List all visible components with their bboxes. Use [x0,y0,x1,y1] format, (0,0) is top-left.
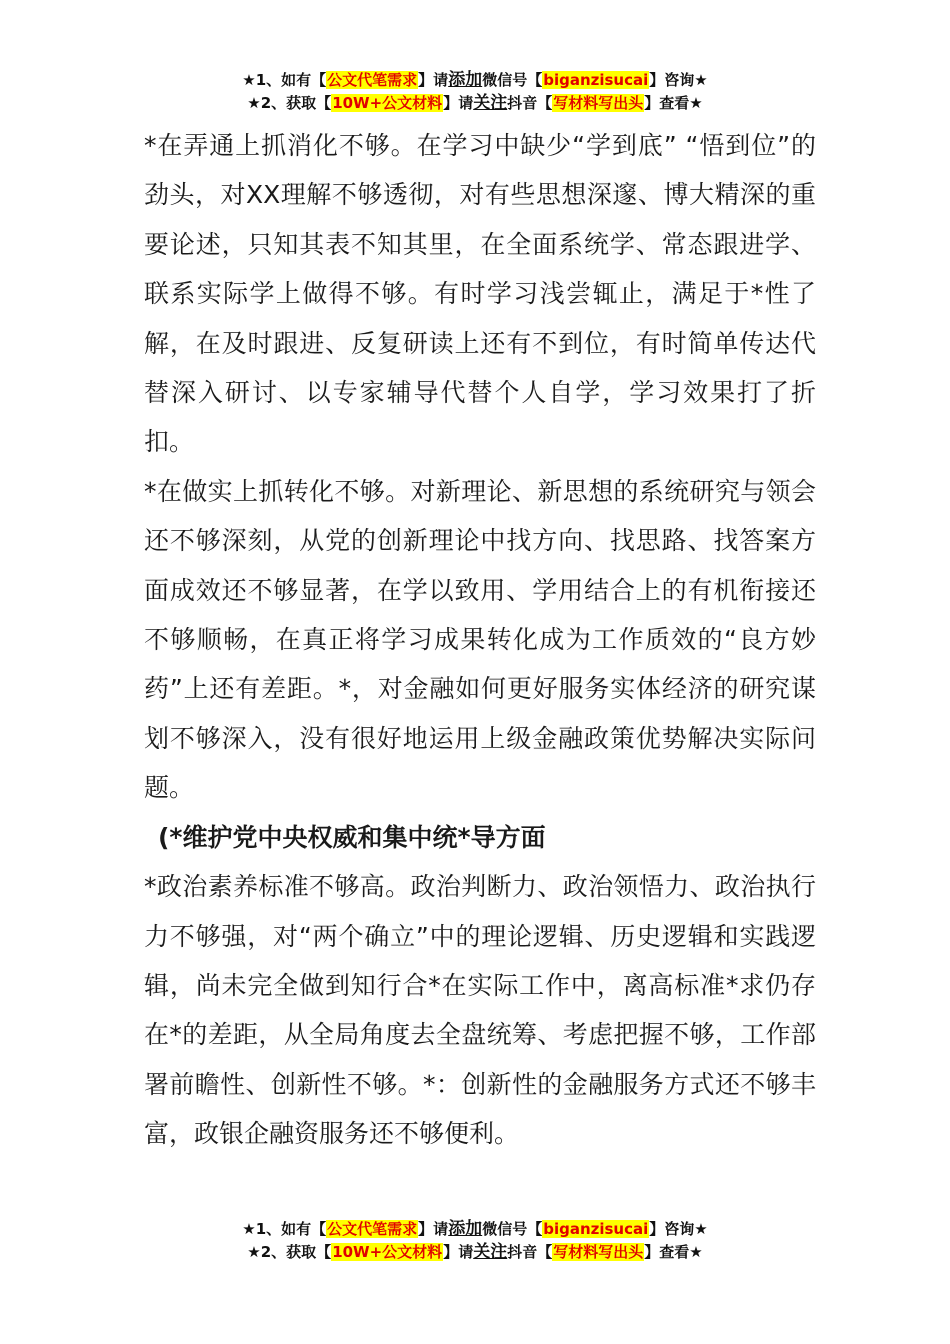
section-heading: (*维护党中央权威和集中统*导方面 [158,822,546,852]
header-banner [0,69,950,115]
body-paragraph: *在做实上抓转化不够。对新理论、新思想的系统研究与领会还不够深刻，从党的创新理论中找方向、找思路、找答案方面成效还不够显著，在学以致用、学用结合上的有机衔接还不够顺畅，在真正将学习成果转化成为工作质效的“良方妙药”上还有差距。*，对金融如何更好服务实体经济的研究谋划不够深入，没有很好地运用上级金融政策优势解决实际问题。 [144,476,816,803]
banner-text: ★1、如有【 [242,71,327,89]
emphasis-text: 添加 [448,1219,483,1239]
footer-banner [0,1218,950,1264]
body-paragraph: *在弄通上抓消化不够。在学习中缺少“学到底” “悟到位”的劲头，对XX理解不够透彻，对有些思想深邃、博大精深的重要论述，只知其表不知其里，在全面系统学、常态跟进学、联系实际学上做得不够。有时学习浅尝辄止，满足于*性了解，在及时跟进、反复研读上还有不到位，有时简单传达代替深入研讨、以专家辅导代替个人自学，学习效果打了折扣。 [144,131,816,457]
banner-text: 】查看★ [644,1243,703,1261]
highlight-text: 公文代笔需求 [327,1220,418,1238]
emphasis-text: 关注 [473,1242,508,1262]
banner-text: 抖音【 [507,94,553,112]
highlight-text: 10W+公文材料 [332,94,443,112]
body-paragraph: *政治素养标准不够高。政治判断力、政治领悟力、政治执行力不够强，对“两个确立”中的理论逻辑、历史逻辑和实践逻辑，尚未完全做到知行合*在实际工作中，离高标准*求仍存在*的差距，从全局角度去全盘统筹、考虑把握不够，工作部署前瞻性、创新性不够。*：创新性的金融服务方式还不够丰富，政银企融资服务还不够便利。 [144,872,816,1149]
banner-text: ★2、获取【 [247,94,332,112]
douyin-account: 写材料写出头 [553,1243,644,1261]
banner-text: 微信号【 [482,71,543,89]
footer-banner-line-1 [0,1218,950,1241]
banner-text: 】查看★ [644,94,703,112]
document-body [144,121,816,1159]
highlight-text: 10W+公文材料 [332,1243,443,1261]
emphasis-text: 添加 [448,70,483,90]
banner-text: 】咨询★ [649,1220,708,1238]
banner-text: 】请 [418,1220,449,1238]
banner-text: 】请 [443,94,474,112]
banner-text: 】请 [418,71,449,89]
header-banner-line-1 [0,69,950,92]
banner-text: 】咨询★ [649,71,708,89]
douyin-account: 写材料写出头 [553,94,644,112]
emphasis-text: 关注 [473,93,508,113]
wechat-id: biganzisucai [543,71,649,89]
banner-text: 】请 [443,1243,474,1261]
banner-text: ★1、如有【 [242,1220,327,1238]
banner-text: ★2、获取【 [247,1243,332,1261]
header-banner-line-2 [0,92,950,115]
highlight-text: 公文代笔需求 [327,71,418,89]
banner-text: 抖音【 [507,1243,553,1261]
footer-banner-line-2 [0,1241,950,1264]
banner-text: 微信号【 [482,1220,543,1238]
wechat-id: biganzisucai [543,1220,649,1238]
